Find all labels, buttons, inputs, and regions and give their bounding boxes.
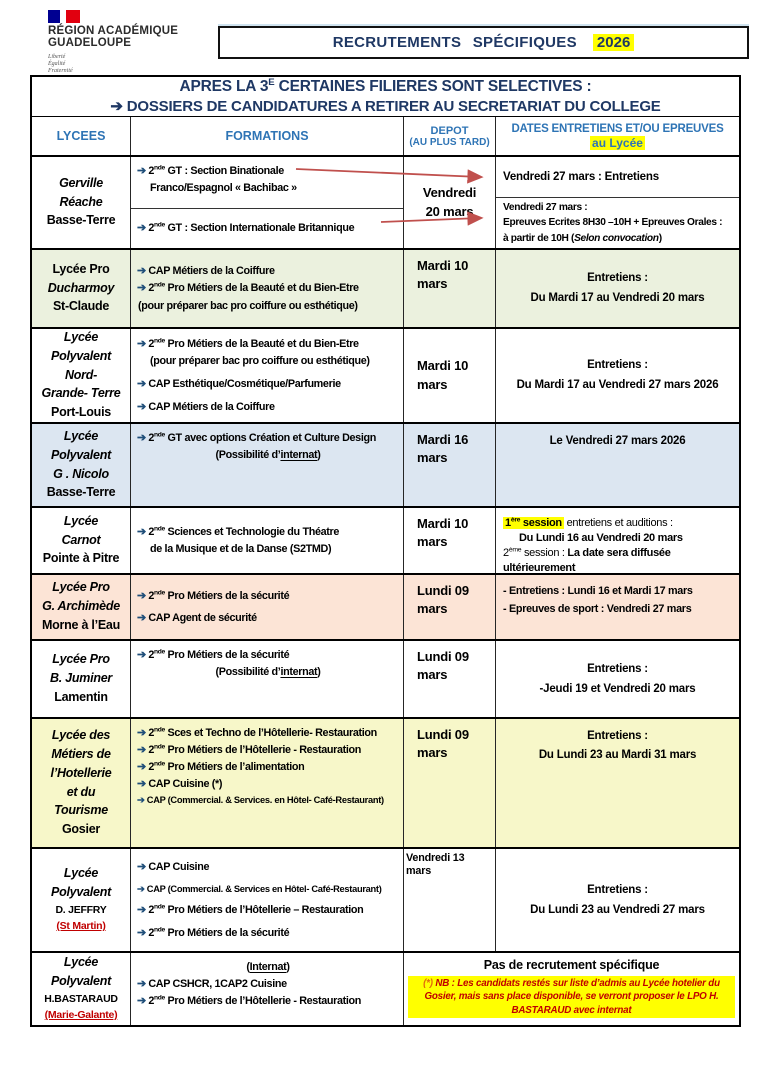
lycee-name-line: Gerville <box>59 175 103 190</box>
lycee-cell <box>32 575 130 639</box>
column-header-depot: DEPOT (AU PLUS TARD) <box>403 117 495 155</box>
depot-date-line: Mardi 16 <box>417 432 469 447</box>
lycee-name-line: Lycée <box>63 513 99 528</box>
formation-item: Franco/Espagnol « Bachibac » <box>150 181 297 194</box>
formation-item: ➔ 2nde Pro Métiers de la Beauté et du Bien-Etre <box>137 281 359 295</box>
dates-line: Du Mardi 17 au Vendredi 27 mars 2026 <box>516 379 719 391</box>
lycee-name-line: Basse-Terre <box>46 213 116 228</box>
french-flag-icon <box>48 10 80 23</box>
lycee-name-line: Lycée Pro <box>52 580 110 595</box>
formations-cell <box>130 250 403 327</box>
formations-subcell <box>131 641 403 717</box>
depot-cell <box>403 508 495 573</box>
dates-subcell <box>496 508 739 578</box>
lycee-cell <box>32 953 130 1025</box>
logo-motto: Liberté Égalité Fraternité <box>48 54 73 74</box>
lycee-name-line: (St Martin) <box>56 920 106 933</box>
formations-subcell <box>131 719 403 847</box>
dates-line: Entretiens : <box>587 359 648 372</box>
formations-cell <box>130 157 403 248</box>
dates-subcell <box>496 641 739 717</box>
depot-cell <box>403 250 495 327</box>
formation-item: de la Musique et de la Danse (S2TMD) <box>150 543 332 555</box>
depot-date-line: Vendredi <box>422 185 477 201</box>
column-header-lycees: LYCEES <box>56 129 106 143</box>
lycee-cell <box>32 250 130 327</box>
formation-item: ➔ CAP Esthétique/Cosmétique/Parfumerie <box>137 378 341 390</box>
lycee-name-line: l’Hotellerie <box>50 765 112 780</box>
depot-date-line: Mardi 10 <box>417 258 469 273</box>
column-header-row <box>32 117 739 157</box>
depot-cell <box>403 329 495 422</box>
dates-subcell <box>496 197 739 248</box>
dates-line: -Jeudi 19 et Vendredi 20 mars <box>539 682 696 695</box>
dates-cell <box>495 424 739 506</box>
formations-subcell <box>131 953 403 1025</box>
formation-item: ➔ 2nde Pro Métiers de l’Hôtellerie - Restauration <box>137 742 362 756</box>
lycee-cell <box>32 719 130 847</box>
dates-line: Entretiens : <box>587 272 648 285</box>
formation-item: ➔ 2nde GT : Section Binationale <box>137 163 284 177</box>
formation-item: ➔ 2nde GT : Section Internationale Britannique <box>137 221 355 235</box>
lycee-name-line: Réache <box>59 194 103 209</box>
formations-cell <box>130 849 403 951</box>
table-row <box>32 422 739 506</box>
depot-date-line: Mardi 10 <box>417 516 469 531</box>
lycee-name-line: (Marie-Galante) <box>44 1009 118 1022</box>
lycee-name-line: Lycée Pro <box>52 261 110 276</box>
lycee-name-line: Lycée <box>63 955 99 970</box>
depot-cell <box>403 719 495 847</box>
depot-date-line: mars <box>406 865 432 878</box>
formations-subcell <box>131 208 403 248</box>
lycee-name-line: Tourisme <box>54 803 108 818</box>
table-row <box>32 951 739 1025</box>
dates-cell <box>495 157 739 248</box>
table-row <box>32 573 739 639</box>
formation-item: ➔ 2nde Pro Métiers de la sécurité <box>137 589 290 602</box>
dates-line: Entretiens : <box>587 662 648 675</box>
depot-date-line: Vendredi 13 <box>406 852 465 864</box>
merged-note-line: (*) NB : Les candidats restés sur liste d’admis au Lycée hotelier du Gosier, mais sans place disponible, se verront proposer le LPO H. BASTARAUD avec internat <box>408 976 735 1018</box>
depot-date-line: mars <box>417 276 448 292</box>
lycee-name-line: Grande- Terre <box>41 386 121 401</box>
formations-cell <box>130 508 403 573</box>
lycee-name-line: Morne à l’Eau <box>41 617 121 632</box>
table-rows <box>32 157 739 1025</box>
dates-cell <box>495 849 739 951</box>
logo-brand-line2: GUADELOUPE <box>48 36 132 49</box>
region-academique-logo <box>48 10 218 75</box>
lycee-name-line: et du <box>66 784 96 799</box>
dates-cell <box>495 250 739 327</box>
table-row <box>32 717 739 847</box>
depot-date-line: Lundi 09 <box>417 727 469 742</box>
lycee-name-line: Lycée <box>63 429 99 443</box>
depot-cell <box>403 849 495 951</box>
lycee-name-line: H.BASTARAUD <box>44 992 118 1005</box>
formation-item: (pour préparer bac pro coiffure ou esthétique) <box>150 355 370 368</box>
lycee-name-line: B. Juminer <box>49 671 113 686</box>
depot-date-line: mars <box>417 534 448 550</box>
formation-item: ➔ 2nde GT avec options Création et Culture Design <box>137 430 376 444</box>
formation-item: ➔ 2nde Sciences et Technologie du Théatre <box>137 525 340 538</box>
depot-date-line: mars <box>417 376 448 392</box>
formation-item: ➔ 2nde Sces et Techno de l’Hôtellerie- Restauration <box>137 725 377 739</box>
lycee-name-line: Gosier <box>61 822 101 836</box>
au-lycee-highlight: au Lycée <box>592 135 643 150</box>
dates-subcell <box>496 849 739 951</box>
formation-item: ➔ 2nde Pro Métiers de la Beauté et du Bien-Etre <box>137 337 359 351</box>
table-row <box>32 506 739 573</box>
formations-cell <box>130 953 403 1025</box>
dates-line: Vendredi 27 mars : Entretiens <box>503 170 659 183</box>
dates-line: Entretiens : <box>587 729 648 742</box>
dates-line: ultérieurement <box>503 562 576 575</box>
formation-item: ➔ CAP Métiers de la Coiffure <box>137 400 275 413</box>
dates-subcell <box>496 719 739 847</box>
recruitments-table <box>30 75 741 1027</box>
dates-cell <box>495 641 739 717</box>
table-banner <box>32 77 739 117</box>
formations-subcell <box>131 157 403 208</box>
formations-cell <box>130 641 403 717</box>
formations-subcell <box>131 424 403 506</box>
formation-item: ➔ 2nde Pro Métiers de la sécurité <box>137 647 290 661</box>
dates-subcell <box>496 424 739 506</box>
dates-subcell <box>496 250 739 327</box>
dates-subcell <box>496 575 739 639</box>
table-row <box>32 639 739 717</box>
dates-line: Le Vendredi 27 mars 2026 <box>549 434 686 447</box>
column-header-dates: DATES ENTRETIENS ET/OU EPREUVES au Lycée <box>495 117 739 155</box>
dates-line: Entretiens : <box>587 883 648 896</box>
formation-item: (Possibilité d’internat) <box>215 665 321 678</box>
dates-line: à partir de 10H (Selon convocation) <box>503 232 662 244</box>
formations-subcell <box>131 329 403 422</box>
lycee-name-line: Métiers de <box>51 747 111 761</box>
formation-item: ➔ CAP CSHCR, 1CAP2 Cuisine <box>137 977 287 990</box>
lycee-name-line: G. Archimède <box>42 599 120 614</box>
formations-cell <box>130 575 403 639</box>
formation-item: ➔ 2nde Pro Métiers de l’Hôtellerie – Restauration <box>137 903 364 917</box>
dates-line: 1ère session entretiens et auditions : <box>505 515 673 529</box>
lycee-name-line: D. JEFFRY <box>55 903 107 916</box>
document-title-year: 2026 <box>593 34 634 51</box>
lycee-name-line: Polyvalent <box>50 884 112 899</box>
dates-line: Epreuves Ecrites 8H30 –10H + Epreuves Orales : <box>503 217 723 229</box>
table-row <box>32 847 739 951</box>
formation-item: ➔ CAP Cuisine (*) <box>137 777 223 790</box>
document-title: RECRUTEMENTS SPÉCIFIQUES <box>332 34 577 51</box>
table-row <box>32 248 739 327</box>
lycee-cell <box>32 849 130 951</box>
lycee-name-line: Port-Louis <box>51 405 111 420</box>
formations-cell <box>130 329 403 422</box>
formations-subcell <box>131 508 403 573</box>
depot-date-line: mars <box>417 450 448 466</box>
depot-cell <box>403 641 495 717</box>
dates-line: Du Lundi 23 au Mardi 31 mars <box>538 749 697 762</box>
lycee-name-line: Polyvalent <box>50 348 112 363</box>
table-row <box>32 157 739 248</box>
lycee-cell <box>32 157 130 248</box>
dates-cell <box>495 508 739 573</box>
lycee-name-line: Lycée <box>63 866 99 881</box>
dates-line: Du Lundi 16 au Vendredi 20 mars <box>519 531 683 544</box>
merged-note-cell <box>403 953 739 1025</box>
dates-line: - Epreuves de sport : Vendredi 27 mars <box>503 603 692 616</box>
formation-item: ➔ 2nde Pro Métiers de l’Hôtellerie - Restauration <box>137 993 362 1007</box>
lycee-name-line: Pointe à Pitre <box>42 551 120 566</box>
dates-subcell <box>496 157 739 197</box>
document-title-box <box>218 26 749 59</box>
lycee-name-line: Polyvalent <box>50 447 112 462</box>
formations-cell <box>130 719 403 847</box>
lycee-name-line: Nord- <box>64 367 98 382</box>
dates-subcell <box>496 329 739 422</box>
depot-date-line: Lundi 09 <box>417 583 469 598</box>
lycee-name-line: Carnot <box>61 532 101 547</box>
dates-line: - Entretiens : Lundi 16 et Mardi 17 mars <box>503 585 693 597</box>
depot-cell <box>403 575 495 639</box>
dates-line: 2ème session : La date sera diffusée <box>503 546 671 560</box>
logo-brand-line1: RÉGION ACADÉMIQUE <box>48 25 179 37</box>
formation-item: ➔ 2nde Pro Métiers de l’alimentation <box>137 759 305 773</box>
dates-line: Du Mardi 17 au Vendredi 20 mars <box>530 292 705 304</box>
depot-date-line: Mardi 10 <box>417 358 469 374</box>
lycee-name-line: Basse-Terre <box>46 485 116 500</box>
formation-item: (Internat) <box>246 960 290 973</box>
depot-date-line: mars <box>417 601 448 617</box>
dates-line: Vendredi 27 mars : <box>503 202 588 214</box>
lycee-name-line: Lamentin <box>54 689 108 704</box>
depot-cell <box>403 157 495 248</box>
formation-item: (Possibilité d’internat) <box>215 448 321 461</box>
merged-note-line: Pas de recrutement spécifique <box>483 958 660 972</box>
formations-cell <box>130 424 403 506</box>
formation-item: ➔ CAP Cuisine <box>137 861 210 874</box>
formation-item: ➔ CAP Agent de sécurité <box>137 612 257 625</box>
lycee-name-line: Ducharmoy <box>47 280 115 295</box>
dates-line: Du Lundi 23 au Vendredi 27 mars <box>530 903 705 916</box>
depot-date-line: Lundi 09 <box>417 649 469 664</box>
depot-date-line: mars <box>417 745 448 761</box>
dates-cell <box>495 329 739 422</box>
depot-date-line: 20 mars <box>425 203 474 219</box>
formation-item: ➔ CAP Métiers de la Coiffure <box>137 265 275 278</box>
formation-item: ➔ CAP (Commercial. & Services en Hôtel- Café-Restaurant) <box>137 883 382 894</box>
formations-subcell <box>131 575 403 639</box>
dates-cell <box>495 575 739 639</box>
lycee-name-line: G . Nicolo <box>53 466 109 481</box>
depot-cell <box>403 424 495 506</box>
formations-subcell <box>131 250 403 327</box>
lycee-cell <box>32 329 130 422</box>
formation-item: ➔ CAP (Commercial. & Services. en Hôtel- Café-Restaurant) <box>137 794 384 805</box>
dates-cell <box>495 719 739 847</box>
depot-date-line: mars <box>417 667 448 683</box>
column-header-formations: FORMATIONS <box>130 117 403 155</box>
formation-item: ➔ 2nde Pro Métiers de la sécurité <box>137 926 290 939</box>
flag-blue <box>48 10 60 23</box>
lycee-name-line: St-Claude <box>52 299 110 314</box>
lycee-name-line: Lycée <box>63 330 99 345</box>
banner-line1: APRES LA $3^E$ CERTAINES FILIERES SONT SELECTIVES : <box>179 76 592 95</box>
lycee-name-line: Polyvalent <box>50 973 112 988</box>
flag-red <box>66 10 80 23</box>
lycee-name-line: Lycée des <box>51 728 111 743</box>
formations-subcell <box>131 849 403 951</box>
lycee-name-line: Lycée Pro <box>52 652 110 667</box>
lycee-cell <box>32 508 130 573</box>
formation-item: (pour préparer bac pro coiffure ou esthétique) <box>138 299 358 312</box>
banner-line2: ➔ DOSSIERS DE CANDIDATURES A RETIRER AU SECRETARIAT DU COLLEGE <box>110 98 661 115</box>
table-row <box>32 327 739 422</box>
lycee-cell <box>32 424 130 506</box>
lycee-cell <box>32 641 130 717</box>
